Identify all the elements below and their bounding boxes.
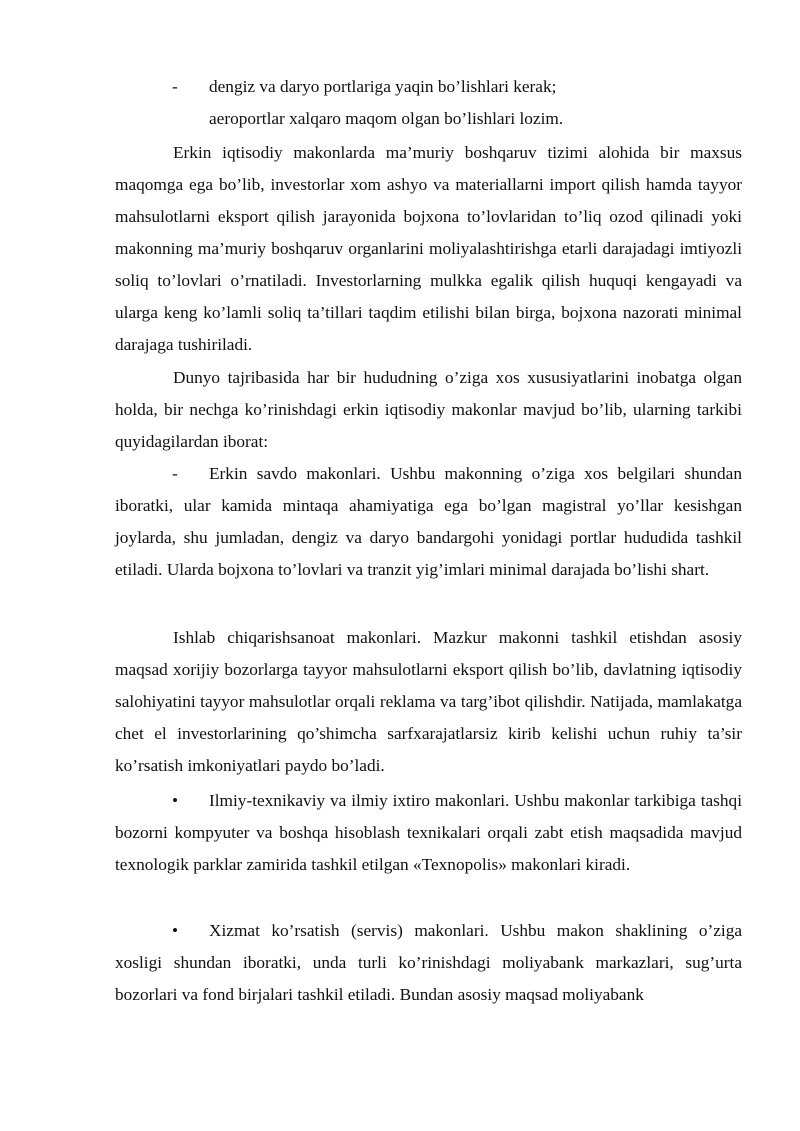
paragraph-industrial-zones: Ishlab chiqarishsanoat makonlari. Mazkur makonni tashkil etishdan asosiy maqsad xorijiy bozorlarga tayyor mahsulotlarni eksport qilish bo’lib, davlatning iqtisodiy salohiyatini tayyor mahsulotlar orqali reklama va targ’ibot qilishdir. Natijada, mamlakatga chet el investorlarining qo’shimcha sarfxarajatlarsiz kirib kelishi uchun ruhiy ta’sir ko’rsatish imkoniyatlari paydo bo’ladi. bbox=[115, 628, 742, 775]
paragraph-admin-management: Erkin iqtisodiy makonlarda ma’muriy boshqaruv tizimi alohida bir maxsus maqomga ega bo’lib, investorlar xom ashyo va materiallarni import qilish hamda tayyor mahsulotlarni eksport qilish jarayonida bojxona to’lovlaridan to’liq ozod qilinadi yoki makonning ma’muriy boshqaruv organlarini moliyalashtirishga etarli darajadagi imtiyozli soliq to’lovlari o’rnatiladi. Investorlarning mulkka egalik qilish huquqi kengayadi va ularga keng ko’lamli soliq ta’tillari taqdim etilishi bilan birga, bojxona nazorati minimal darajaga tushiriladi. bbox=[115, 143, 742, 354]
paragraph-technopolis-zones: Ilmiy-texnikaviy va ilmiy ixtiro makonlari. Ushbu makonlar tarkibiga tashqi bozorni kompyuter va boshqa hisoblash texnikalari orqali zabt etish maqsadida mavjud texnologik parklar zamirida tashkil etilgan «Texnopolis» makonlari kiradi. bbox=[115, 791, 742, 874]
bullet-marker: • bbox=[172, 791, 179, 810]
list-item-airports: aeroportlar xalqaro maqom olgan bo’lishlari lozim. bbox=[209, 109, 564, 128]
paragraph-service-zones: Xizmat ko’rsatish (servis) makonlari. Ushbu makon shaklining o’ziga xosligi shundan iboratki, unda turli ko’rinishdagi moliyabank markazlari, sug’urta bozorlari va fond birjalari tashkil etiladi. Bundan asosiy maqsad moliyabank bbox=[115, 921, 742, 1004]
paragraph-world-experience: Dunyo tajribasida har bir hududning o’ziga xos xususiyatlarini inobatga olgan holda, bir nechga ko’rinishdagi erkin iqtisodiy makonlar mavjud bo’lib, ularning tarkibi quyidagilardan iborat: bbox=[115, 368, 742, 451]
list-marker-dash: - bbox=[172, 464, 178, 483]
bullet-marker: • bbox=[172, 921, 179, 940]
list-marker-dash: - bbox=[172, 77, 178, 96]
list-item-ports: dengiz va daryo portlariga yaqin bo’lishlari kerak; bbox=[209, 77, 557, 96]
paragraph-free-trade-zones: Erkin savdo makonlari. Ushbu makonning o’ziga xos belgilari shundan iboratki, ular kamida mintaqa ahamiyatiga ega bo’lgan magistral yo’llar kesishgan joylarda, shu jumladan, dengiz va daryo bandargohi yonidagi portlar hududida tashkil etiladi. Ularda bojxona to’lovlari va tranzit yig’imlari minimal darajada bo’lishi shart. bbox=[115, 464, 742, 579]
